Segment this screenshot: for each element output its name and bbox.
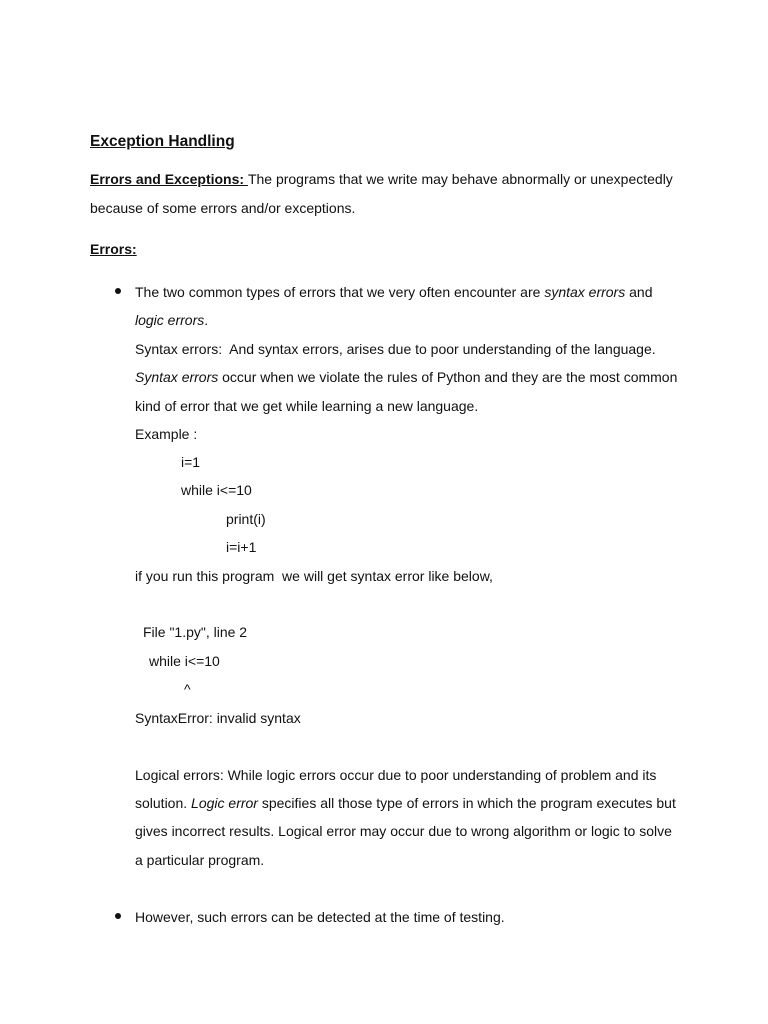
bullet1-line2-end: . [204, 312, 209, 328]
syntax-errors-emphasis-2: Syntax errors [135, 369, 219, 385]
bullet1-line1-text: The two common types of errors that we very often encounter are [135, 284, 545, 300]
logical-line-3: gives incorrect results. Logical error may occur due to wrong algorithm or logic to solve [135, 823, 672, 839]
intro-label: Errors and Exceptions: [90, 171, 248, 187]
bullet1-line1-end: and [625, 284, 653, 300]
logical-line-1: Logical errors: While logic errors occur due to poor understanding of problem and its [135, 767, 657, 783]
bullet-marker-2 [115, 913, 121, 919]
code-line-3: print(i) [226, 511, 266, 527]
logical-line2-text: specifies all those type of errors in which the program executes but [257, 795, 676, 811]
syntax-errors-emphasis: syntax errors [544, 284, 626, 300]
page-title: Exception Handling [90, 133, 235, 150]
syntax-line-3: kind of error that we get while learning a new language. [135, 398, 479, 414]
code-line-1: i=1 [181, 454, 201, 470]
intro-line1-text: The programs that we write may behave abnormally or unexpectedly [247, 171, 673, 187]
bullet1-line-2 [135, 311, 208, 329]
logical-line-4: a particular program. [135, 852, 265, 868]
traceback-error: SyntaxError: invalid syntax [135, 710, 301, 726]
logic-error-emphasis: Logic error [191, 795, 258, 811]
intro-line-2: because of some errors and/or exceptions. [90, 200, 356, 216]
intro-line-1 [90, 170, 673, 188]
code-line-4: i=i+1 [226, 539, 257, 555]
run-note: if you run this program we will get syntax error like below, [135, 568, 493, 584]
logical-line2-start: solution. [135, 795, 192, 811]
logical-line-2 [135, 794, 676, 812]
syntax-line2-text: occur when we violate the rules of Python and they are the most common [218, 369, 678, 385]
traceback-caret: ^ [184, 681, 191, 697]
example-label: Example : [135, 426, 198, 442]
traceback-line-1: File "1.py", line 2 [143, 624, 248, 640]
traceback-line-2: while i<=10 [149, 653, 220, 669]
logic-errors-emphasis: logic errors [135, 312, 205, 328]
bullet-marker-1 [115, 288, 121, 294]
code-line-2: while i<=10 [181, 482, 252, 498]
errors-heading: Errors: [90, 241, 137, 257]
syntax-line-1: Syntax errors: And syntax errors, arises due to poor understanding of the language. [135, 341, 656, 357]
bullet2-text: However, such errors can be detected at the time of testing. [135, 909, 505, 925]
bullet1-line-1 [135, 283, 652, 301]
syntax-line-2 [135, 368, 677, 386]
